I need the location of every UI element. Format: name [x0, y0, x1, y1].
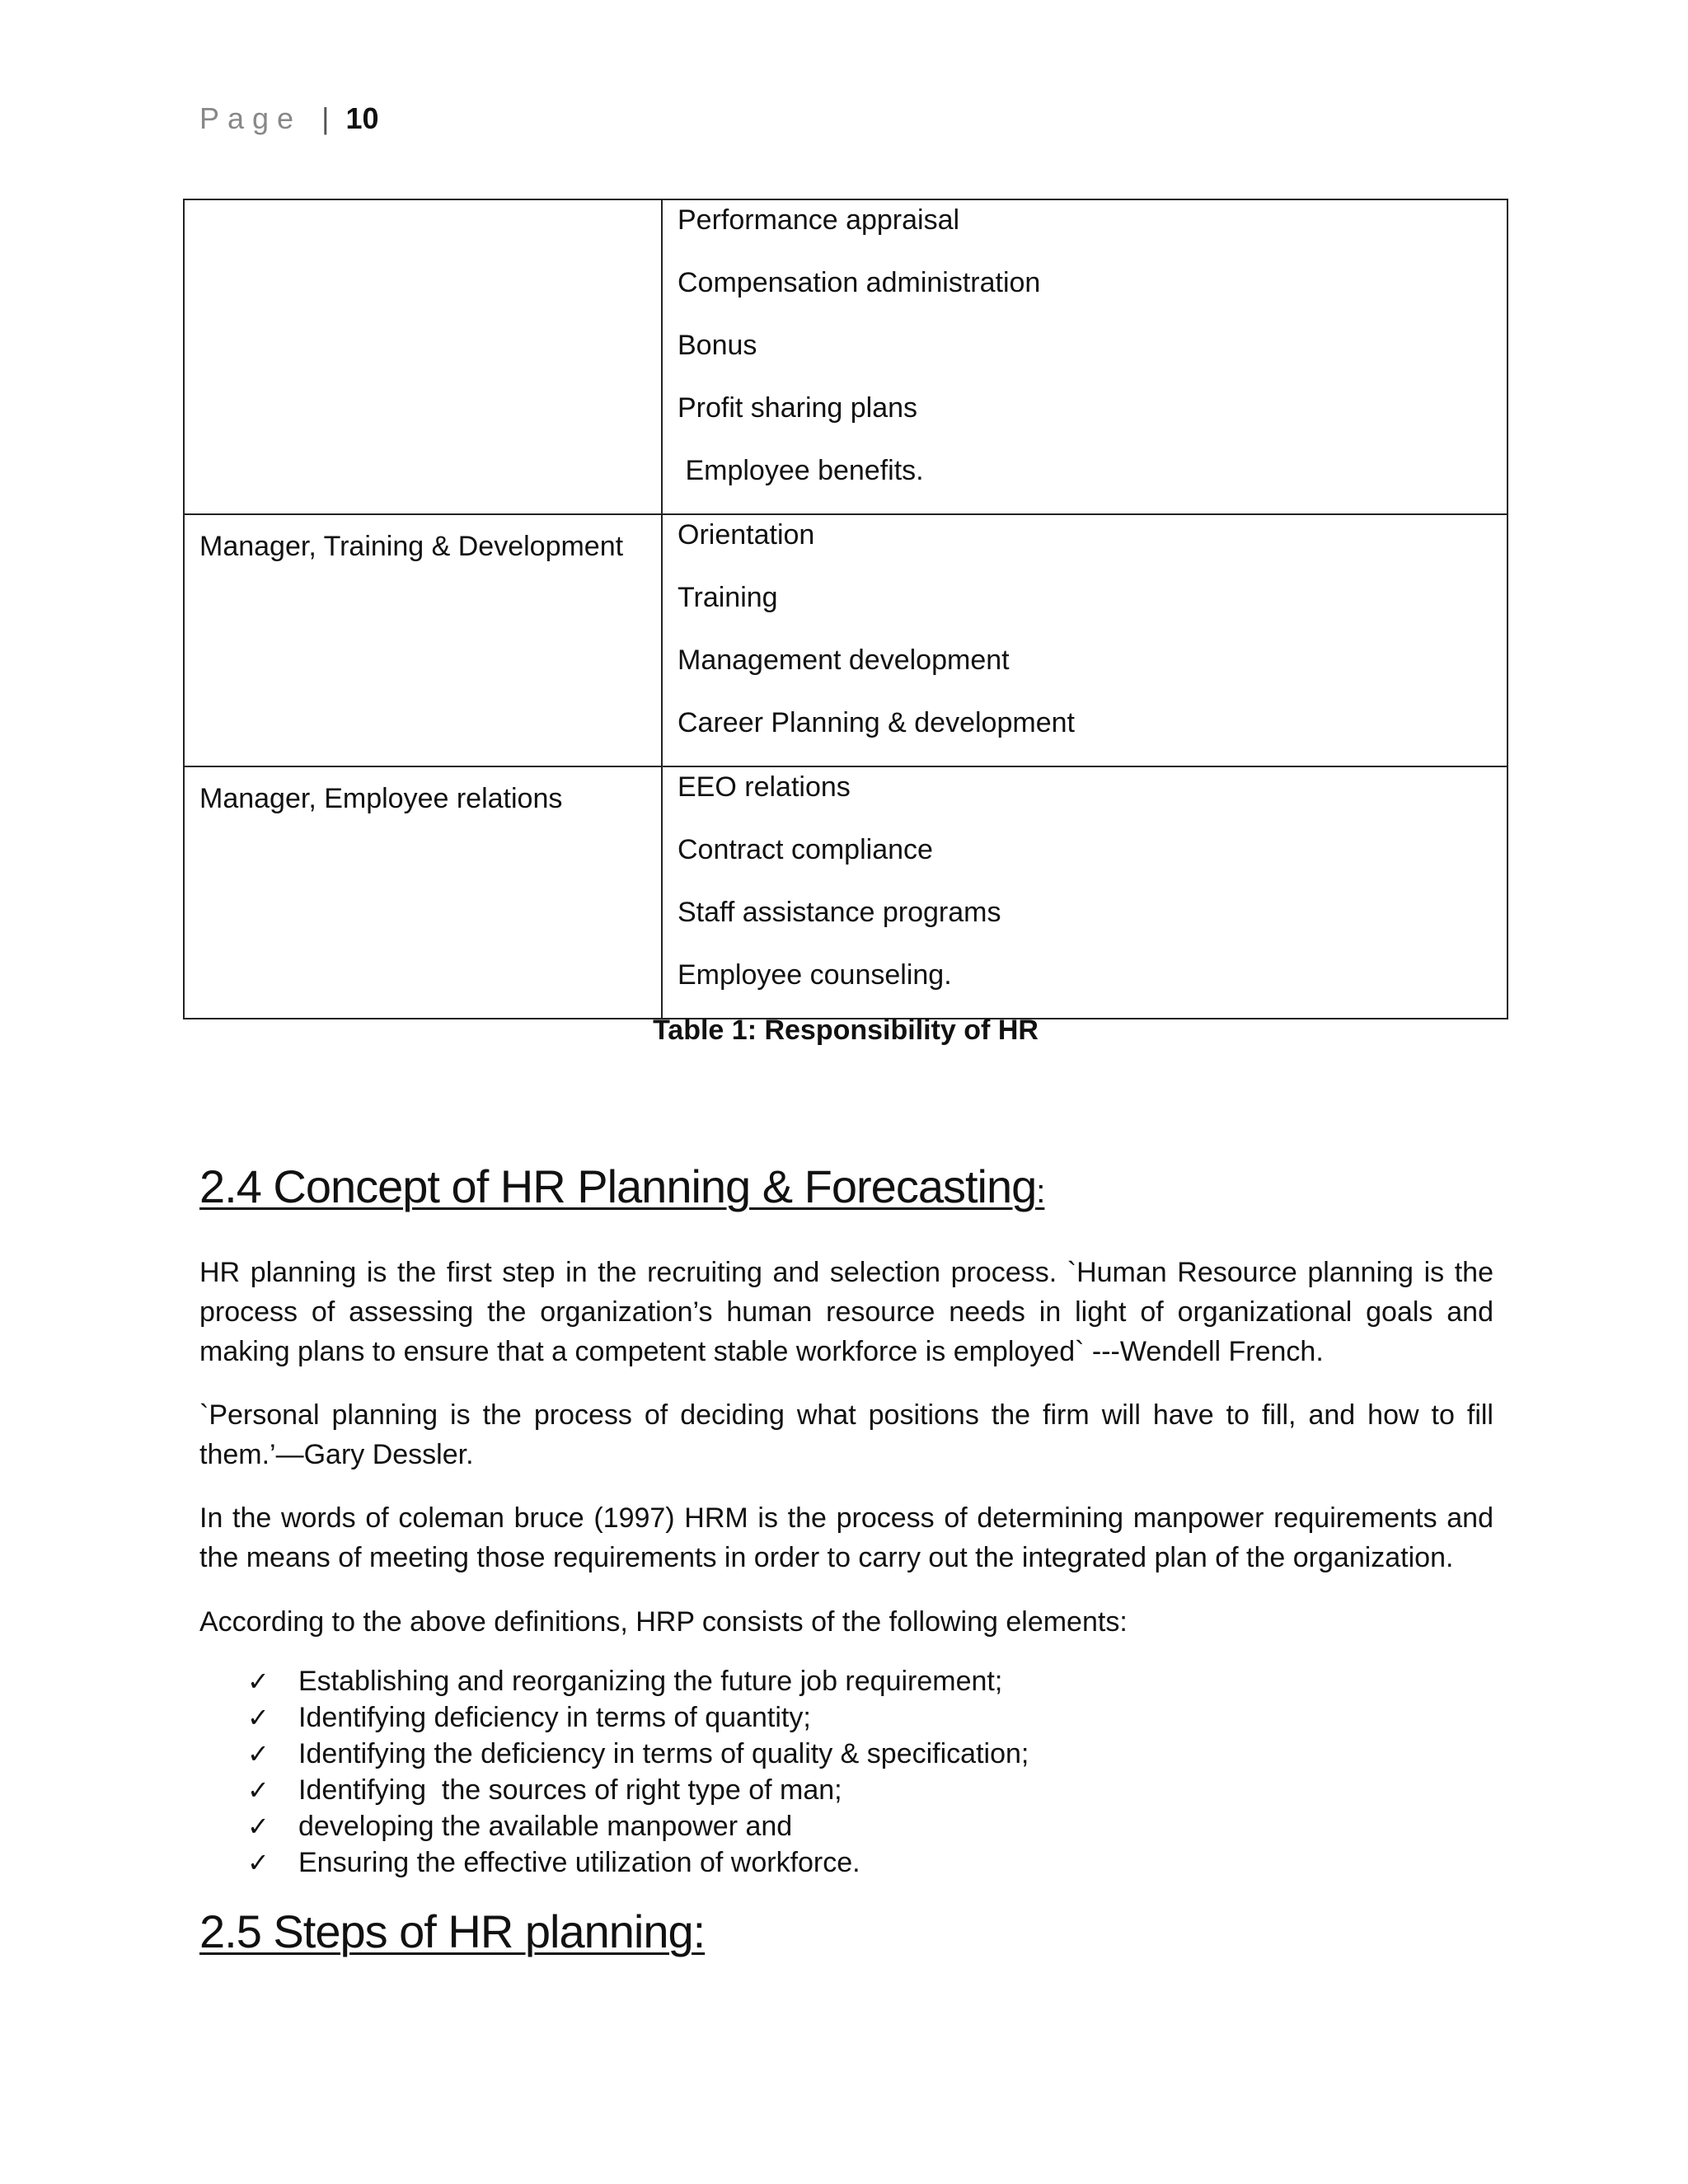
list-item-text: Identifying the sources of right type of man; [298, 1774, 842, 1806]
duties-cell [662, 766, 1507, 1019]
list-item-text: developing the available manpower and [298, 1811, 793, 1842]
table-row [184, 514, 1507, 766]
duty-item: Employee counseling. [678, 959, 952, 991]
list-item [247, 1736, 1029, 1772]
duty-item: EEO relations [678, 771, 851, 803]
duty-item: Training [678, 582, 778, 613]
duty-item: Employee benefits. [678, 455, 924, 486]
table-row [184, 766, 1507, 1019]
check-icon: ✓ [247, 1738, 270, 1769]
list-item-text: Ensuring the effective utilization of workforce. [298, 1847, 860, 1878]
table-caption: Table 1: Responsibility of HR [653, 1015, 1039, 1046]
list-item [247, 1699, 1029, 1736]
table-row [184, 199, 1507, 514]
role-cell: Manager, Training & Development [184, 514, 662, 766]
list-item-text: Identifying deficiency in terms of quantity; [298, 1702, 811, 1733]
section-title: 2.4 Concept of HR Planning & Forecasting [199, 1160, 1037, 1212]
paragraph: `Personal planning is the process of deciding what positions the firm will have to fill, and how to fill them.’—Gary Dessler. [199, 1399, 1493, 1470]
check-icon: ✓ [247, 1847, 270, 1878]
duty-item: Orientation [678, 519, 815, 551]
duty-item: Performance appraisal [678, 204, 960, 236]
section-title-colon: : [1036, 1174, 1045, 1210]
duty-item: Staff assistance programs [678, 897, 1001, 928]
page-separator: | [321, 101, 330, 135]
section-heading-steps-hr-planning: 2.5 Steps of HR planning: [199, 1905, 706, 1957]
duty-item: Career Planning & development [678, 707, 1075, 738]
duty-item: Bonus [678, 330, 757, 361]
duties-cell [662, 199, 1507, 514]
duty-item: Profit sharing plans [678, 392, 918, 424]
duties-cell [662, 514, 1507, 766]
duty-item: Compensation administration [678, 267, 1041, 298]
paragraph: According to the above definitions, HRP consists of the following elements: [199, 1606, 1128, 1638]
page-number: 10 [345, 101, 379, 135]
check-icon: ✓ [247, 1774, 270, 1806]
list-item [247, 1844, 1029, 1881]
paragraph: In the words of coleman bruce (1997) HRM is the process of determining manpower requirements and the means of meeting those requirements in order to carry out the integrated plan of the organization. [199, 1502, 1493, 1573]
page-header [199, 97, 379, 140]
paragraph: HR planning is the first step in the recruiting and selection process. `Human Resource planning is the process of assessing the organization’s human resource needs in light of organizational goals and making plans to ensure that a competent stable workforce is employed` ---Wendell French. [199, 1257, 1493, 1367]
role-cell: Manager, Employee relations [184, 766, 662, 1019]
duty-item: Contract compliance [678, 834, 933, 865]
hrp-elements-list [247, 1663, 1029, 1881]
list-item [247, 1663, 1029, 1699]
list-item [247, 1772, 1029, 1808]
page-label: Page [199, 101, 302, 135]
list-item [247, 1808, 1029, 1844]
list-item-text: Identifying the deficiency in terms of quality & specification; [298, 1738, 1029, 1769]
section-heading-hr-planning-forecasting [199, 1159, 1044, 1220]
duty-item: Management development [678, 644, 1010, 676]
responsibility-table [183, 199, 1508, 1019]
check-icon: ✓ [247, 1702, 270, 1733]
check-icon: ✓ [247, 1811, 270, 1842]
check-icon: ✓ [247, 1666, 270, 1697]
list-item-text: Establishing and reorganizing the future job requirement; [298, 1666, 1003, 1697]
role-cell [184, 199, 662, 514]
